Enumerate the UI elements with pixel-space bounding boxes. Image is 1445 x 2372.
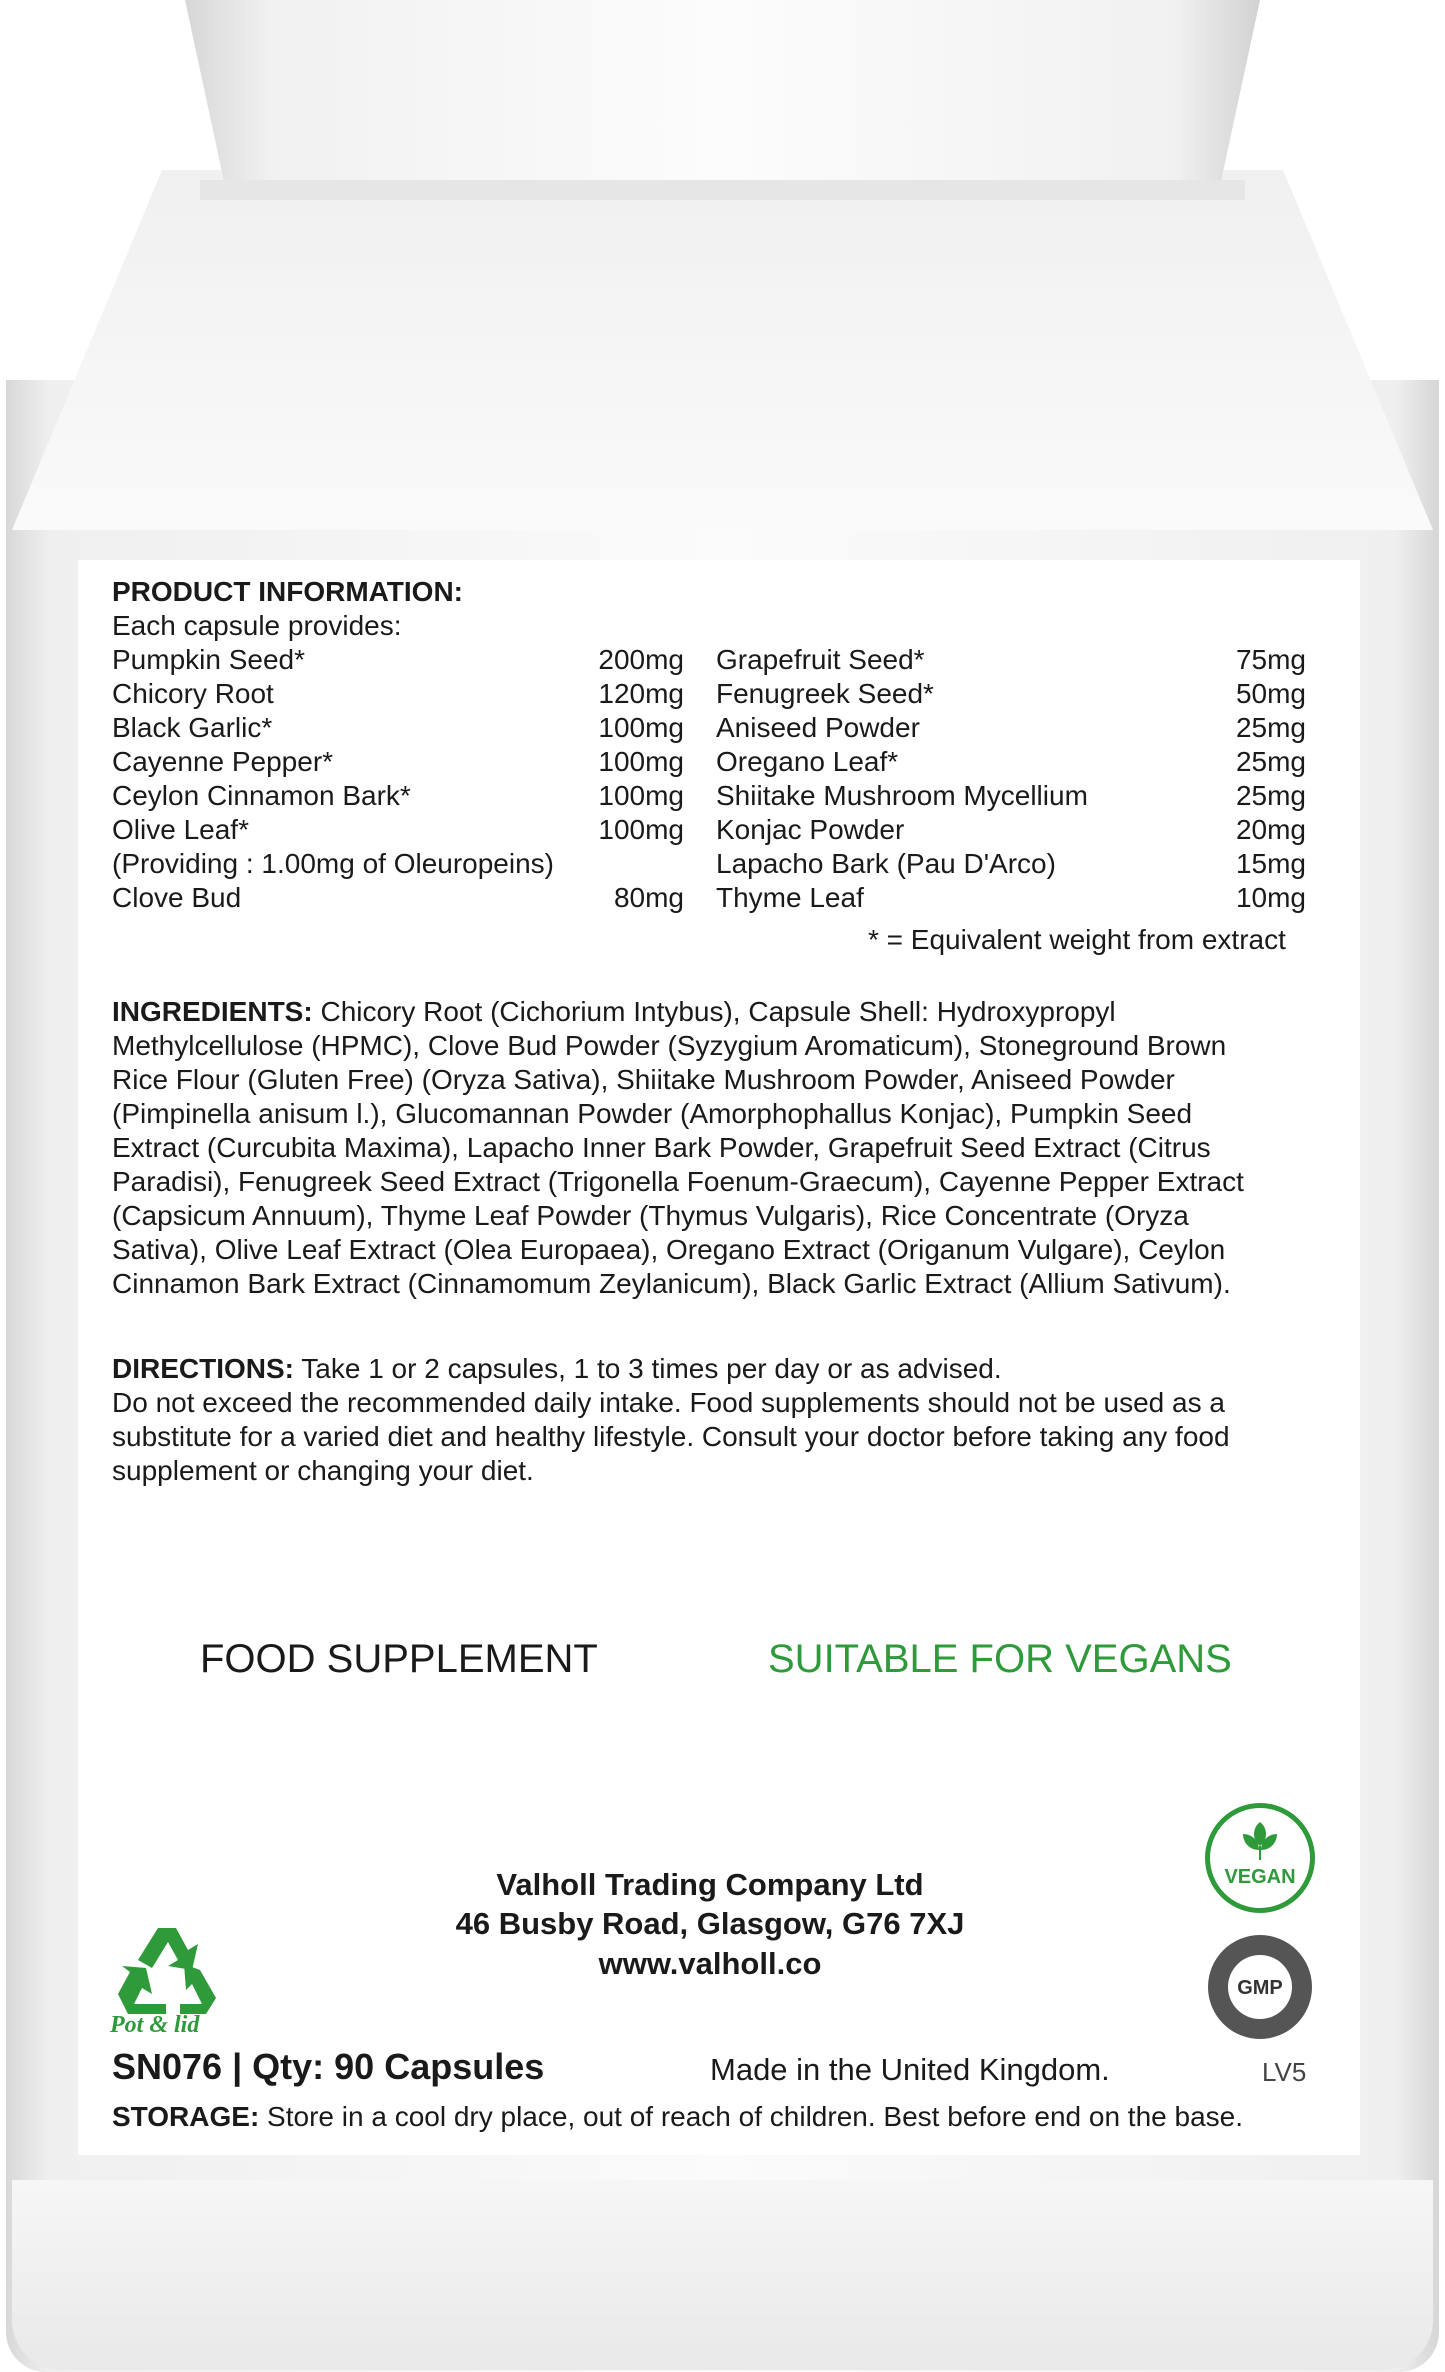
nutrient-row: [112, 677, 684, 711]
nutrient-row: [716, 881, 1306, 915]
nutrient-amount: 120mg: [598, 678, 684, 709]
storage-instructions: Store in a cool dry place, out of reach of children. Best before end on the base.: [259, 2101, 1243, 2132]
ingredients-block: [112, 995, 1312, 1301]
nutrient-name: Ceylon Cinnamon Bark*: [112, 780, 411, 811]
gmp-badge-inner: [1228, 1955, 1292, 2019]
bottle-base: [12, 2180, 1433, 2370]
nutrient-name: Aniseed Powder: [716, 712, 920, 743]
nutrient-name: Lapacho Bark (Pau D'Arco): [716, 848, 1056, 879]
made-in-text: Made in the United Kingdom.: [710, 2052, 1110, 2087]
recycle-icon: [108, 1920, 226, 2020]
ingredients-line: Chicory Root (Cichorium Intybus), Capsule Shell: Hydroxypropyl: [312, 996, 1116, 1027]
directions-line: supplement or changing your diet.: [112, 1455, 534, 1486]
nutrient-amount: 20mg: [1235, 814, 1306, 845]
directions-block: [112, 1352, 1312, 1488]
directions-line: Take 1 or 2 capsules, 1 to 3 times per day or as advised.: [294, 1353, 1002, 1384]
nutrient-row: [716, 677, 1306, 711]
ingredients-line: Sativa), Olive Leaf Extract (Olea Europaea), Oregano Extract (Origanum Vulgare), Ceylon: [112, 1234, 1226, 1265]
nutrient-row: [112, 745, 684, 779]
directions-line: substitute for a varied diet and healthy lifestyle. Consult your doctor before taking any food: [112, 1421, 1230, 1452]
food-supplement-text: FOOD SUPPLEMENT: [200, 1637, 598, 1681]
ingredients-line: Rice Flour (Gluten Free) (Oryza Sativa), Shiitake Mushroom Powder, Aniseed Powder: [112, 1064, 1175, 1095]
nutrient-amount: 100mg: [598, 712, 684, 743]
ingredients-line: Methylcellulose (HPMC), Clove Bud Powder (Syzygium Aromaticum), Stoneground Brown: [112, 1030, 1227, 1061]
nutrient-name: Grapefruit Seed*: [716, 644, 925, 675]
sku-quantity: SN076 | Qty: 90 Capsules: [112, 2046, 545, 2087]
nutrient-name: Cayenne Pepper*: [112, 746, 334, 777]
nutrient-name: Fenugreek Seed*: [716, 678, 934, 709]
storage-text: [112, 2100, 1243, 2134]
product-info-title: PRODUCT INFORMATION:: [112, 576, 463, 607]
company-website: www.valholl.co: [598, 1946, 822, 1981]
nutrient-name: Clove Bud: [112, 882, 242, 913]
nutrient-row: [716, 711, 1306, 745]
nutrient-name: Konjac Powder: [716, 814, 905, 845]
suitable-for-vegans-text: SUITABLE FOR VEGANS: [768, 1637, 1232, 1681]
ingredients-line: (Pimpinella anisum l.), Glucomannan Powder (Amorphophallus Konjac), Pumpkin Seed: [112, 1098, 1193, 1129]
bottle-cap-rim: [200, 180, 1245, 200]
nutrient-name: Oregano Leaf*: [716, 746, 899, 777]
leaf-icon: [1237, 1820, 1283, 1864]
nutrient-name: Thyme Leaf: [716, 882, 864, 913]
ingredients-line: (Capsicum Annuum), Thyme Leaf Powder (Thymus Vulgaris), Rice Concentrate (Oryza: [112, 1200, 1189, 1231]
nutrient-row: [716, 813, 1306, 847]
nutrient-amount: 15mg: [1235, 848, 1306, 879]
nutrient-amount: 50mg: [1235, 678, 1306, 709]
ingredients-line: Extract (Curcubita Maxima), Lapacho Inner Bark Powder, Grapefruit Seed Extract (Citrus: [112, 1132, 1211, 1163]
directions-line: Do not exceed the recommended daily intake. Food supplements should not be used as a: [112, 1387, 1225, 1418]
nutrient-row: [112, 881, 684, 915]
nutrient-amount: 25mg: [1235, 780, 1306, 811]
nutrient-amount: 75mg: [1235, 644, 1306, 675]
nutrient-name: Black Garlic*: [112, 712, 273, 743]
nutrient-amount: 80mg: [613, 882, 684, 913]
nutrient-amount: 100mg: [598, 780, 684, 811]
vegan-badge: [1205, 1803, 1315, 1913]
nutrient-amount: 100mg: [598, 746, 684, 777]
nutrient-amount: 25mg: [1235, 746, 1306, 777]
nutrient-name: Shiitake Mushroom Mycellium: [716, 780, 1088, 811]
recycle-label: Pot & lid: [110, 2012, 200, 2038]
nutrient-row: [716, 643, 1306, 677]
nutrient-name: (Providing : 1.00mg of Oleuropeins): [112, 848, 554, 879]
nutrient-amount: 10mg: [1235, 882, 1306, 913]
nutrient-row: [716, 847, 1306, 881]
nutrient-row: [112, 847, 684, 881]
gmp-badge: [1208, 1935, 1312, 2039]
nutrient-amount: 25mg: [1235, 712, 1306, 743]
gmp-badge-text: GMP: [1237, 1977, 1283, 1999]
company-address: 46 Busby Road, Glasgow, G76 7XJ: [455, 1906, 965, 1941]
nutrient-amount: 200mg: [598, 644, 684, 675]
ingredients-line: Paradisi), Fenugreek Seed Extract (Trigonella Foenum-Graecum), Cayenne Pepper Extract: [112, 1166, 1244, 1197]
label-version: LV5: [1262, 2057, 1307, 2087]
bottle-cap: [185, 0, 1260, 200]
nutrient-row: [112, 813, 684, 847]
nutrient-row: [112, 643, 684, 677]
vegan-badge-text: VEGAN: [1224, 1866, 1296, 1888]
company-name: Valholl Trading Company Ltd: [496, 1867, 924, 1902]
nutrient-row: [716, 779, 1306, 813]
nutrient-name: Pumpkin Seed*: [112, 644, 306, 675]
footnote: * = Equivalent weight from extract: [868, 924, 1286, 955]
bottle-shoulder: [12, 170, 1433, 530]
nutrient-row: [112, 779, 684, 813]
ingredients-label: INGREDIENTS:: [112, 996, 313, 1027]
nutrient-name: Olive Leaf*: [112, 814, 249, 845]
nutrient-row: [716, 745, 1306, 779]
storage-label: STORAGE:: [112, 2101, 260, 2132]
nutrient-amount: 100mg: [598, 814, 684, 845]
nutrient-name: Chicory Root: [112, 678, 274, 709]
nutrient-row: [112, 711, 684, 745]
directions-label: DIRECTIONS:: [112, 1353, 294, 1384]
product-info-subtitle: Each capsule provides:: [112, 610, 402, 641]
ingredients-line: Cinnamon Bark Extract (Cinnamomum Zeylanicum), Black Garlic Extract (Allium Sativum).: [112, 1268, 1231, 1299]
